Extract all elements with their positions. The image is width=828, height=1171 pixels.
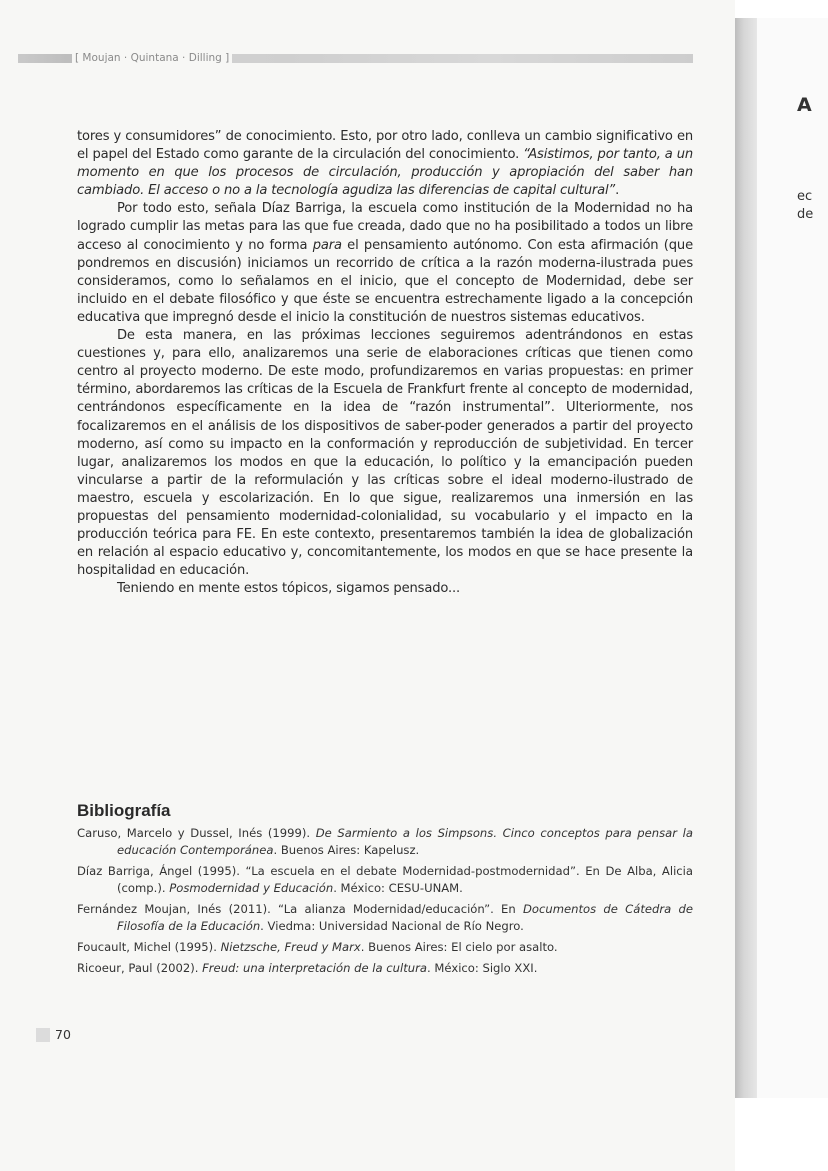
facing-page-text-fragment: de [797,207,814,222]
paragraph-3: De esta manera, en las próximas lecciones seguiremos adentrándonos en estas cuestiones y, para ello, analizaremos una serie de elaboraciones críticas que tienen como centro al proyecto moderno. De este modo, profundizaremos en varias propuestas: en primer término, abordaremos las críticas de la Escuela de Frankfurt frente al concepto de modernidad, centrándonos específicamente en la idea de “razón instrumental”. Ulteriormente, nos focalizaremos en el análisis de los dispositivos de saber-poder generados a partir del proyecto moderno, así como su impacto en la conformación y reproducción de subjetividad. En tercer lugar, analizaremos los modos en que la educación, lo político y la emancipación pueden vincularse a partir de la reformulación y las críticas sobre el ideal moderno-ilustrado de maestro, escuela y escolarización. En lo que sigue, realizaremos una inmersión en las propuestas del pensamiento modernidad-colonialidad, su vocabulario y el impacto en la producción teórica para FE. En este contexto, presentaremos también la idea de globalización en relación al espacio educativo y, concomitantemente, los modos en que se hace presente la hospitalidad en educación. [77,328,693,579]
body-text [77,128,693,598]
bibliography-list [77,825,693,981]
book-gutter-shadow [735,18,757,1098]
bibliography-entry: Caruso, Marcelo y Dussel, Inés (1999). De Sarmiento a los Simpsons. Cinco conceptos para pensar la educación Contemporánea. Buenos Aires: Kapelusz. [77,826,693,857]
bibliography-entry: Díaz Barriga, Ángel (1995). “La escuela en el debate Modernidad-postmodernidad”. En De Alba, Alicia (comp.). Posmodernidad y Educación. México: CESU-UNAM. [77,864,693,895]
paragraph-2: Por todo esto, señala Díaz Barriga, la escuela como institución de la Modernidad no ha logrado cumplir las metas para las que fue creada, dado que no ha posibilitado a todos un libre acceso al conocimiento y no forma para el pensamiento autónomo. Con esta afirmación (que pondremos en discusión) iniciamos un recorrido de crítica a la razón moderna-ilustrada pues consideramos, como lo señalamos en el inicio, que el concepto de Modernidad, debe ser incluido en el debate filosófico y que éste se encuentra estrechamente ligado a la concepción educativa que impregnó desde el inicio la constitución de nuestros sistemas educativos. [77,201,693,325]
bibliography-entry: Fernández Moujan, Inés (2011). “La alianza Modernidad/educación”. En Documentos de Cátedra de Filosofía de la Educación. Viedma: Universidad Nacional de Río Negro. [77,902,693,933]
facing-page [757,18,828,1098]
bibliography-entry: Foucault, Michel (1995). Nietzsche, Freud y Marx. Buenos Aires: El cielo por asalto. [77,940,558,954]
bibliography-entry: Ricoeur, Paul (2002). Freud: una interpretación de la cultura. México: Siglo XXI. [77,961,538,975]
bibliography-heading: Bibliografía [77,801,171,820]
page-number-marker [36,1028,50,1042]
paragraph-4: Teniendo en mente estos tópicos, sigamos pensado... [117,581,461,597]
running-head: [ Moujan · Quintana · Dilling ] [72,51,232,65]
paragraph-1: tores y consumidores” de conocimiento. Esto, por otro lado, conlleva un cambio significativo en el papel del Estado como garante de la circulación del conocimiento. “Asistimos, por tanto, a un momento en que los procesos de circulación, producción y apropiación del saber han cambiado. El acceso o no a la tecnología agudiza las diferencias de capital cultural”. [77,129,693,199]
facing-page-text-fragment: ec [797,189,813,204]
page-number: 70 [55,1027,71,1042]
facing-page-heading-fragment: A [797,94,812,116]
